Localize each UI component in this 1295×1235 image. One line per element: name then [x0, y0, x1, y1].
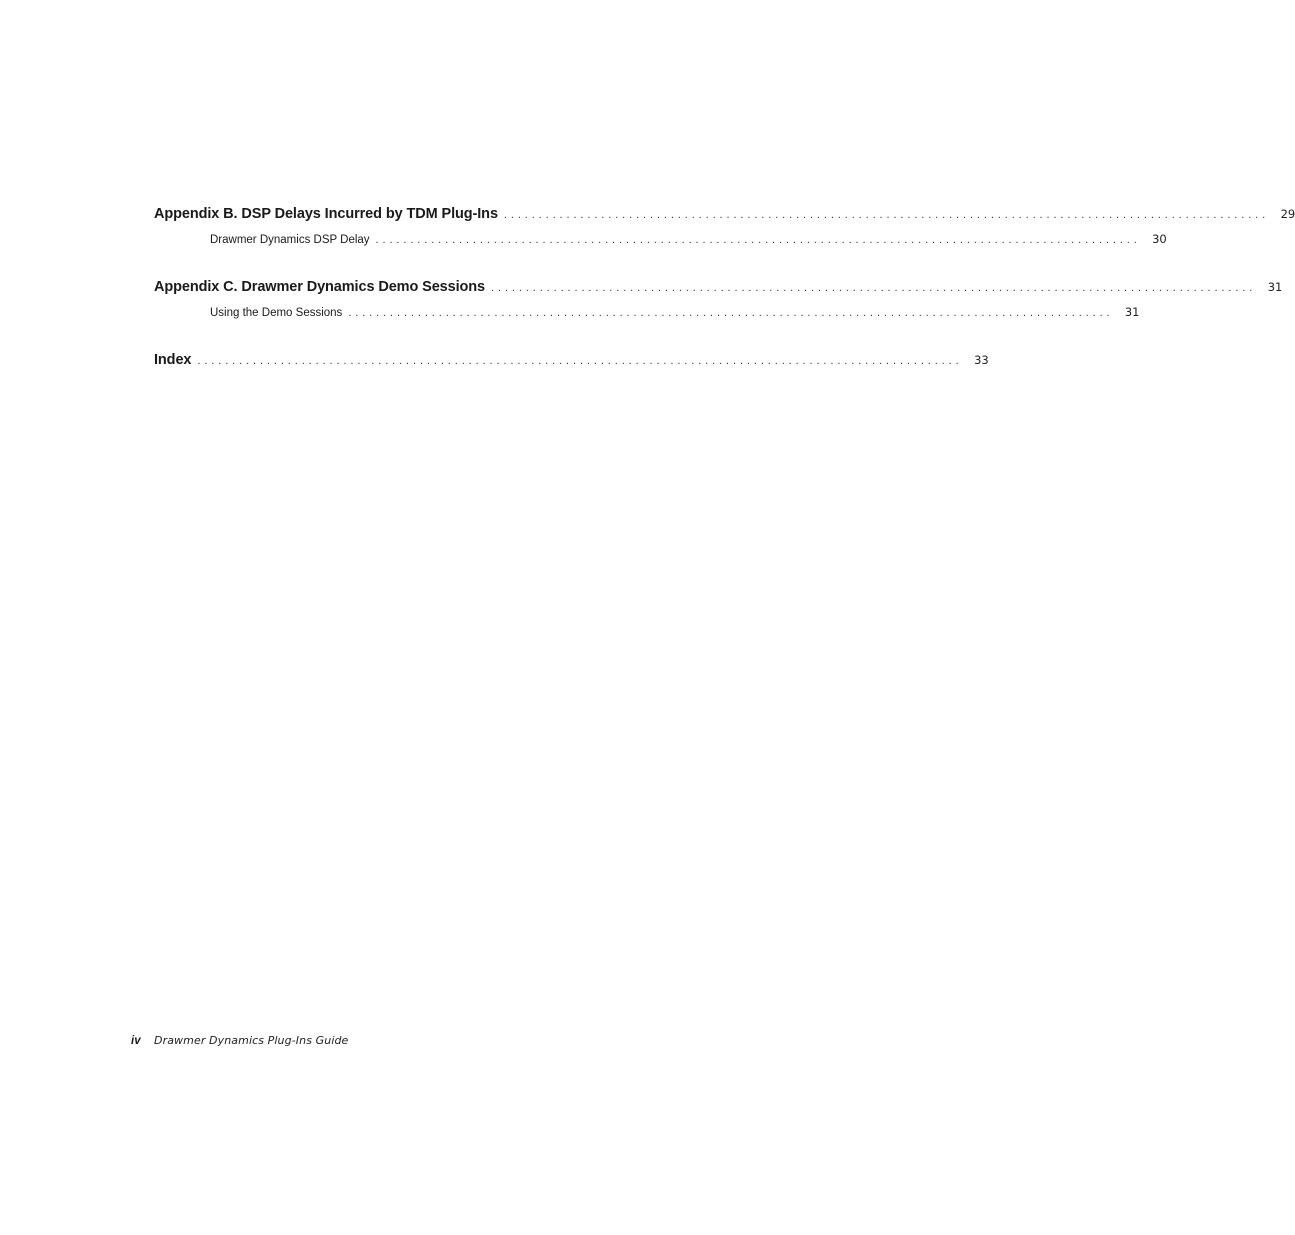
toc-entry-label: Appendix B. DSP Delays Incurred by TDM Plug-Ins [154, 206, 498, 222]
toc-entry-page: 30 [1152, 232, 1167, 246]
dot-leader: .............................................................................................................. [348, 307, 1114, 319]
toc-entry-label: Appendix C. Drawmer Dynamics Demo Sessions [154, 279, 486, 295]
dot-leader: .............................................................................................................. [375, 234, 1141, 246]
dot-leader: .............................................................................................................. [491, 282, 1257, 294]
dot-leader: .............................................................................................................. [197, 355, 963, 367]
toc-entry-page: 33 [974, 353, 989, 367]
toc-entry-index[interactable] [154, 352, 989, 368]
toc-entry-page: 31 [1267, 280, 1283, 294]
toc-entry-drawmer-dsp-delay[interactable] [210, 232, 1167, 246]
toc-entry-page: 29 [1280, 207, 1295, 221]
footer-page-number: iv [131, 1035, 141, 1047]
footer-doc-title: Drawmer Dynamics Plug-Ins Guide [154, 1034, 349, 1047]
toc-entry-using-demo-sessions[interactable] [210, 305, 1140, 319]
page-footer [131, 1034, 348, 1047]
toc-entry-label: Using the Demo Sessions [210, 307, 343, 319]
toc-entry-label: Drawmer Dynamics DSP Delay [210, 234, 370, 246]
dot-leader: .............................................................................................................. [503, 209, 1270, 221]
toc-entry-label: Index [154, 352, 192, 368]
toc-entry-appendix-c[interactable] [154, 279, 1283, 295]
toc-entry-page: 31 [1124, 305, 1140, 319]
toc-entry-appendix-b[interactable] [154, 206, 1295, 222]
